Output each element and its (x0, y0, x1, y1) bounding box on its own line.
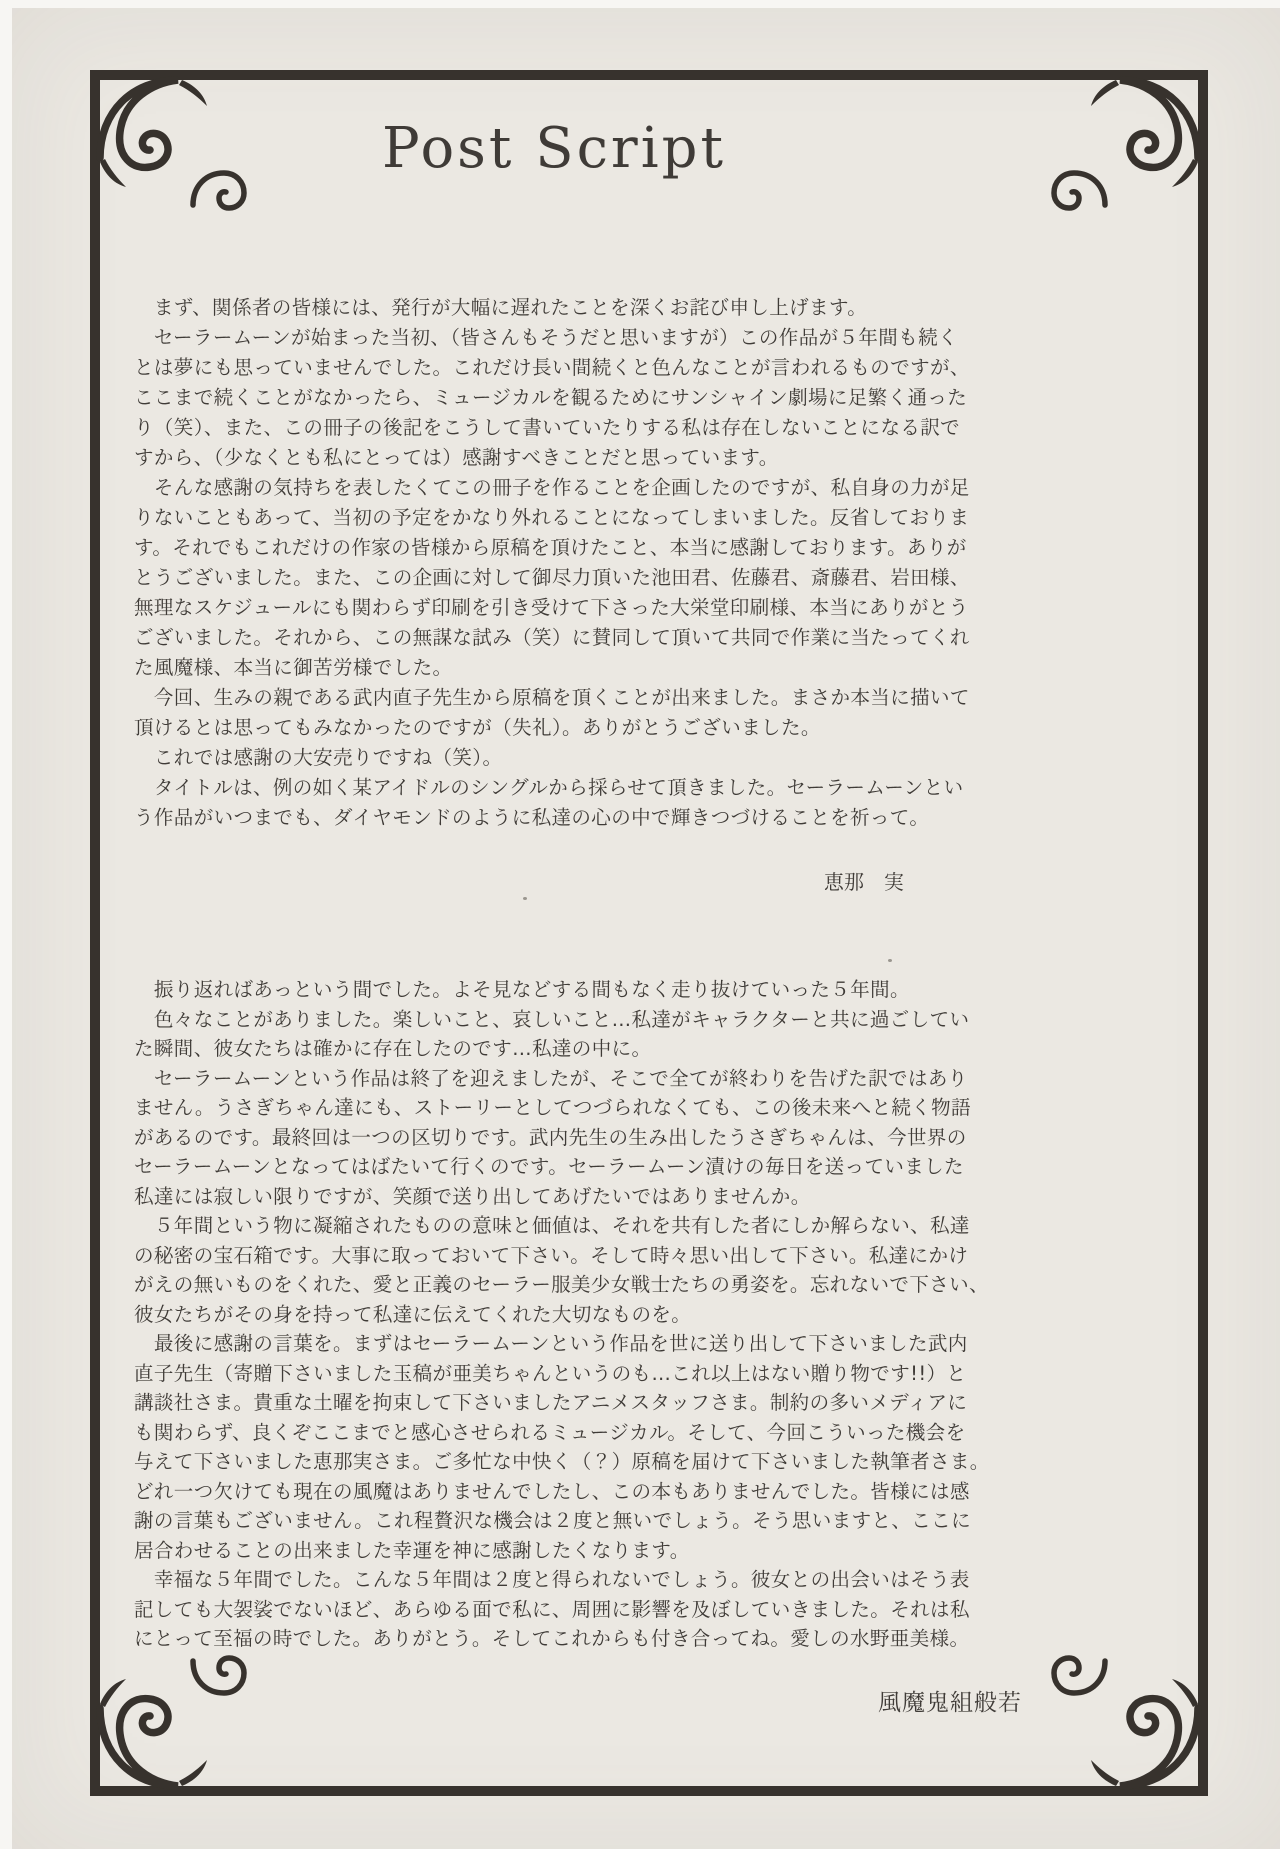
text-line: セーラームーンという作品は終了を迎えましたが、そこで全てが終わりを告げた訳ではあり (134, 1066, 968, 1090)
text-line: まず、関係者の皆様には、発行が大幅に遅れたことを深くお詫び申し上げます。 (134, 296, 868, 319)
afterword-text-block-2 (134, 975, 1034, 1654)
text-line: ません。うさぎちゃん達にも、ストーリーとしてつづられなくても、この後未来へと続く物語 (134, 1096, 971, 1119)
text-line: これでは感謝の大安売りですね（笑）。 (134, 746, 503, 769)
page-title: Post Script (382, 116, 726, 181)
text-line: 居合わせることの出来ました幸運を神に感謝したくなります。 (134, 1538, 690, 1562)
text-line: 謝の言葉もございません。これ程贅沢な機会は２度と無いでしょう。そう思いますと、ここに (134, 1509, 971, 1532)
text-line: とは夢にも思っていませんでした。これだけ長い間続くと色んなことが言われるものですが、 (134, 356, 970, 379)
text-line: 直子先生（寄贈下さいました玉稿が亜美ちゃんというのも…これ以上はない贈り物です!!）と (134, 1361, 967, 1385)
text-line: がえの無いものをくれた、愛と正義のセーラー服美少女戦士たちの勇姿を。忘れないで下さい、 (134, 1273, 989, 1296)
text-line: も関わらず、良くぞここまでと感心させられるミュージカル。そして、今回こういった機会を (134, 1420, 966, 1444)
signature-ena-minoru: 恵那 実 (824, 870, 904, 894)
afterword-text-block-1 (134, 293, 1034, 833)
text-line: タイトルは、例の如く某アイドルのシングルから採らせて頂きました。セーラームーンとい (134, 776, 964, 799)
text-line: り（笑）、また、この冊子の後記をこうして書いていたりする私は存在しないことになる訳で (134, 416, 961, 439)
text-line: があるのです。最終回は一つの区切りです。武内先生の生み出したうさぎちゃんは、今世界の (134, 1125, 967, 1149)
text-line: 振り返ればあっという間でした。よそ見などする間もなく走り抜けていった５年間。 (134, 978, 910, 1001)
paper-surface (12, 8, 1280, 1849)
text-line: 頂けるとは思ってもみなかったのですが（失礼）。ありがとうございました。 (134, 716, 821, 739)
text-line: う作品がいつまでも、ダイヤモンドのように私達の心の中で輝きつづけることを祈って。 (134, 806, 930, 829)
text-line: 与えて下さいました恵那実さま。ご多忙な中快く（？）原稿を届けて下さいました執筆者さま。 (134, 1450, 990, 1473)
corner-flourish-icon (1033, 70, 1208, 245)
text-line: にとって至福の時でした。ありがとう。そしてこれからも付き合ってね。愛しの水野亜美様。 (134, 1627, 970, 1650)
text-line: 最後に感謝の言葉を。まずはセーラームーンという作品を世に送り出して下さいました武内 (134, 1332, 968, 1355)
text-line: 無理なスケジュールにも関わらず印刷を引き受けて下さった大栄堂印刷様、本当にありがとう (134, 596, 969, 619)
text-line: 講談社さま。貴重な土曜を拘束して下さいましたアニメスタッフさま。制約の多いメディアに (134, 1391, 968, 1414)
text-line: ございました。それから、この無謀な試み（笑）に賛同して頂いて共同で作業に当たってくれ (134, 626, 970, 649)
text-line: すから、（少なくとも私にとっては）感謝すべきことだと思っています。 (134, 446, 779, 469)
text-line: セーラームーンとなってはばたいて行くのです。セーラームーン漬けの毎日を送っていました (134, 1155, 964, 1178)
text-line: 彼女たちがその身を持って私達に伝えてくれた大切なものを。 (134, 1302, 692, 1326)
scan-speck (523, 897, 527, 900)
text-line: とうございました。また、この企画に対して御尽力頂いた池田君、佐藤君、斎藤君、岩田様、 (134, 566, 970, 589)
text-line: の秘密の宝石箱です。大事に取っておいて下さい。そして時々思い出して下さい。私達にかけ (134, 1243, 969, 1267)
text-line: セーラームーンが始まった当初、（皆さんもそうだと思いますが）この作品が５年間も続く (134, 326, 958, 349)
text-line: 今回、生みの親である武内直子先生から原稿を頂くことが出来ました。まさか本当に描いて (134, 686, 970, 709)
text-line: ５年間という物に凝縮されたものの意味と価値は、それを共有した者にしか解らない、私達 (134, 1214, 970, 1237)
text-line: す。それでもこれだけの作家の皆様から原稿を頂けたこと、本当に感謝しております。ありが (134, 536, 967, 559)
signature-fuuma-oni-gumi-hannya: 風魔鬼組般若 (878, 1690, 1022, 1716)
text-line: 色々なことがありました。楽しいこと、哀しいこと…私達がキャラクターと共に過ごしてい (134, 1007, 970, 1031)
text-line: どれ一つ欠けても現在の風魔はありませんでしたし、この本もありませんでした。皆様には感 (134, 1479, 970, 1503)
scan-speck (888, 959, 892, 962)
text-line: 私達には寂しい限りですが、笑顔で送り出してあげたいではありませんか。 (134, 1184, 811, 1208)
text-line: そんな感謝の気持ちを表したくてこの冊子を作ることを企画したのですが、私自身の力が足 (134, 476, 970, 499)
text-line: た瞬間、彼女たちは確かに存在したのです…私達の中に。 (134, 1037, 652, 1060)
text-line: りないこともあって、当初の予定をかなり外れることになってしまいました。反省しておりま (134, 506, 970, 529)
text-line: ここまで続くことがなかったら、ミュージカルを観るためにサンシャイン劇場に足繁く通った (134, 386, 968, 409)
text-line: 記しても大袈裟でないほど、あらゆる面で私に、周囲に影響を及ぼしていきました。それは私 (134, 1597, 970, 1621)
text-line: た風魔様、本当に御苦労様でした。 (134, 656, 453, 679)
corner-flourish-icon (1033, 1621, 1208, 1796)
text-line: 幸福な５年間でした。こんな５年間は２度と得られないでしょう。彼女との出会いはそう表 (134, 1568, 970, 1591)
